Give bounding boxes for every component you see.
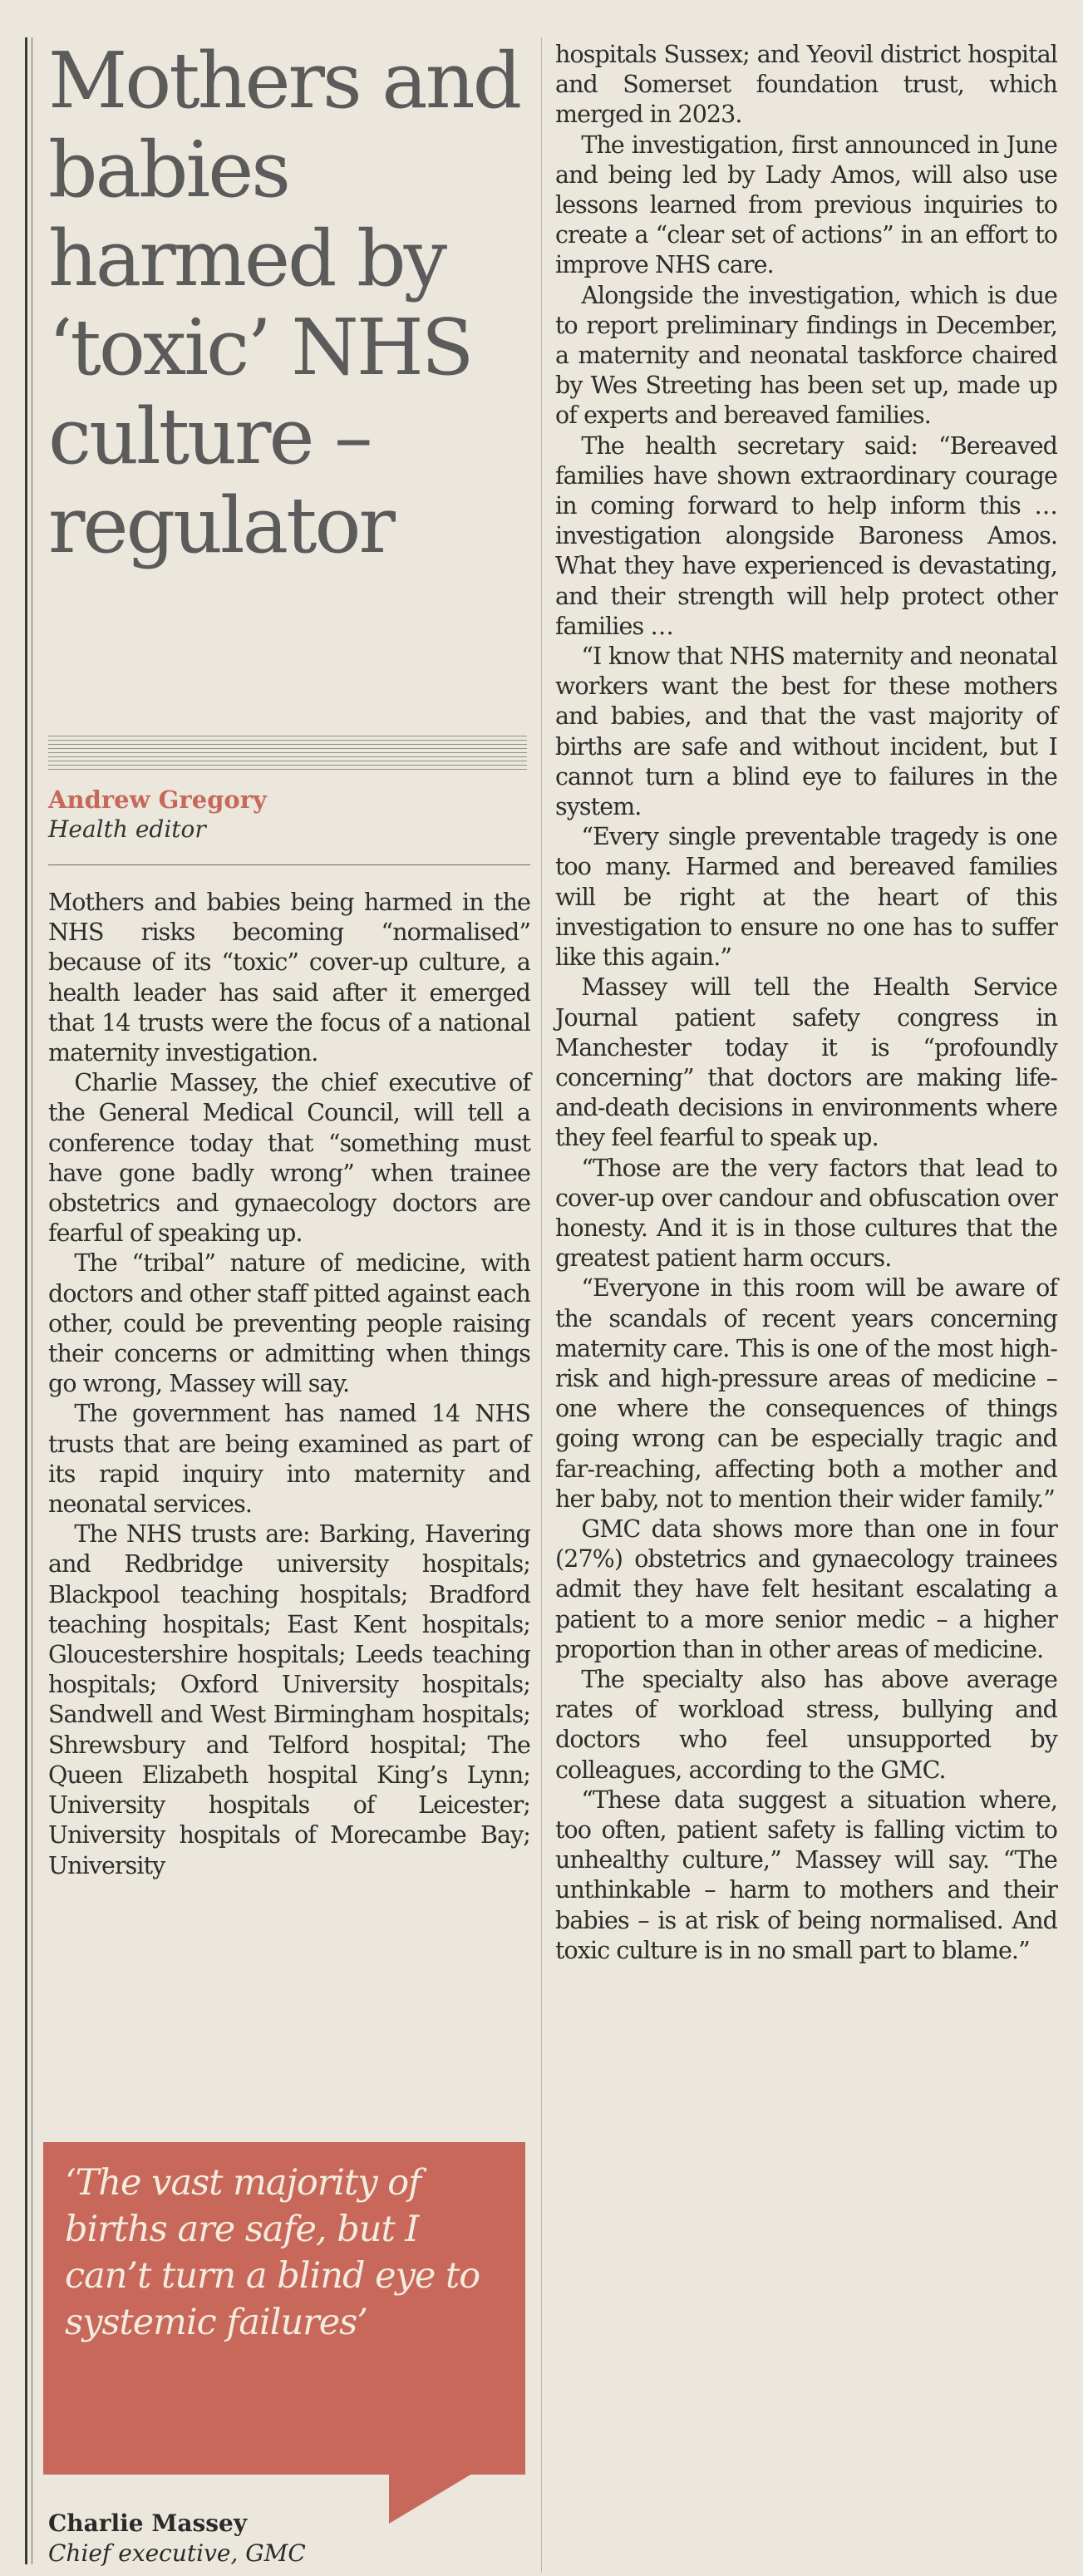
byline — [48, 785, 530, 845]
article-headline: Mothers and babies harmed by ‘toxic’ NHS culture – regulator — [48, 36, 520, 570]
paragraph: “I know that NHS maternity and neonatal workers want the best for these mothers and babies, and that the vast majority of births are safe and without incident, but I cannot turn a blind eye to failures in the system. — [555, 643, 1057, 821]
paragraph: hospitals Sussex; and Yeovil district hospital and Somerset foundation trust, which merged in 2023. — [555, 41, 1057, 129]
paragraph: “Everyone in this room will be aware of the scandals of recent years concerning maternity care. This is one of the most high-risk and high-pressure areas of medicine – one where the consequences of things going wrong can be especially tragic and far-reaching, affecting both a mother and her baby, not to mention their wider family.” — [555, 1274, 1057, 1513]
paragraph: The specialty also has above average rates of workload stress, bullying and doctors who feel unsupported by colleagues, according to the GMC. — [555, 1665, 1057, 1784]
paragraph: “These data suggest a situation where, too often, patient safety is falling victim to unhealthy culture,” Massey will say. “The unthinkable – harm to mothers and their babies – is at risk of being normalised. And toxic culture is in no small part to blame.” — [555, 1785, 1057, 1964]
author-name: Andrew Gregory — [48, 786, 267, 814]
pull-quote-attribution-name: Charlie Massey — [48, 2510, 248, 2537]
author-role: Health editor — [48, 815, 206, 843]
pull-quote-tail — [389, 2474, 472, 2524]
left-border-rule — [25, 37, 27, 2564]
paragraph: GMC data shows more than one in four (27%) obstetrics and gynaecology trainees admit they have felt hesitant escalating a patient to a more senior medic – a higher proportion than in other areas of medicine. — [555, 1515, 1057, 1663]
paragraph: “Every single preventable tragedy is one too many. Harmed and bereaved families will be right at the heart of this investigation to ensure no one has to suffer like this again.” — [555, 823, 1057, 972]
paragraph: The investigation, first announced in June and being led by Lady Amos, will also use lessons learned from previous inquiries to create a “clear set of actions” in an effort to improve NHS care. — [555, 131, 1057, 279]
paragraph: The NHS trusts are: Barking, Havering and Redbridge university hospitals; Blackpool teaching hospitals; Bradford teaching hospitals; East Kent hospitals; Gloucestershire hospitals; Leeds teaching hospitals; Oxford University hospitals; Sandwell and West Birmingham hospitals; Shrewsbury and Telford hospital; The Queen Elizabeth hospital King’s Lynn; University hospitals of Leicester; University hospitals of Morecambe Bay; University — [48, 1520, 530, 1879]
paragraph: “Those are the very factors that lead to cover-up over candour and obfuscation over honesty. And it is in those cultures that the greatest patient harm occurs. — [555, 1154, 1057, 1273]
paragraph: The “tribal” nature of medicine, with doctors and other staff pitted against each other, could be preventing people raising their concerns or admitting when things go wrong, Massey will say. — [48, 1249, 530, 1398]
paragraph: Alongside the investigation, which is due to report preliminary findings in December, a maternity and neonatal taskforce chaired by Wes Streeting has been set up, made up of experts and bereaved families. — [555, 281, 1057, 430]
article-column-left — [48, 888, 530, 1881]
hatch-rule — [48, 736, 527, 772]
paragraph: Mothers and babies being harmed in the NHS risks becoming “normalised” because of its “toxic” cover-up culture, a health leader has said after it emerged that 14 trusts were the focus of a national maternity investigation. — [48, 889, 530, 1067]
byline-rule — [48, 864, 530, 865]
pull-quote-attribution-role: Chief executive, GMC — [48, 2539, 306, 2567]
paragraph: The government has named 14 NHS trusts that are being examined as part of its rapid inquiry into maternity and neonatal services. — [48, 1400, 530, 1519]
paragraph: Massey will tell the Health Service Journal patient safety congress in Manchester today it is “profoundly concerning” that doctors are making life-and-death decisions in environments where they feel fearful to speak up. — [555, 973, 1057, 1152]
article-column-right — [555, 40, 1057, 1966]
pull-quote-text: ‘The vast majority of births are safe, but I can’t turn a blind eye to systemic failures’ — [65, 2162, 480, 2343]
paragraph: Charlie Massey, the chief executive of the General Medical Council, will tell a conference today that “something must have gone badly wrong” when trainee obstetrics and gynaecology doctors are fearful of speaking up. — [48, 1069, 530, 1248]
paragraph: The health secretary said: “Bereaved families have shown extraordinary courage in coming forward to help inform this … investigation alongside Baroness Amos. What they have experienced is devastating, and their strength will help protect other families … — [555, 431, 1057, 640]
